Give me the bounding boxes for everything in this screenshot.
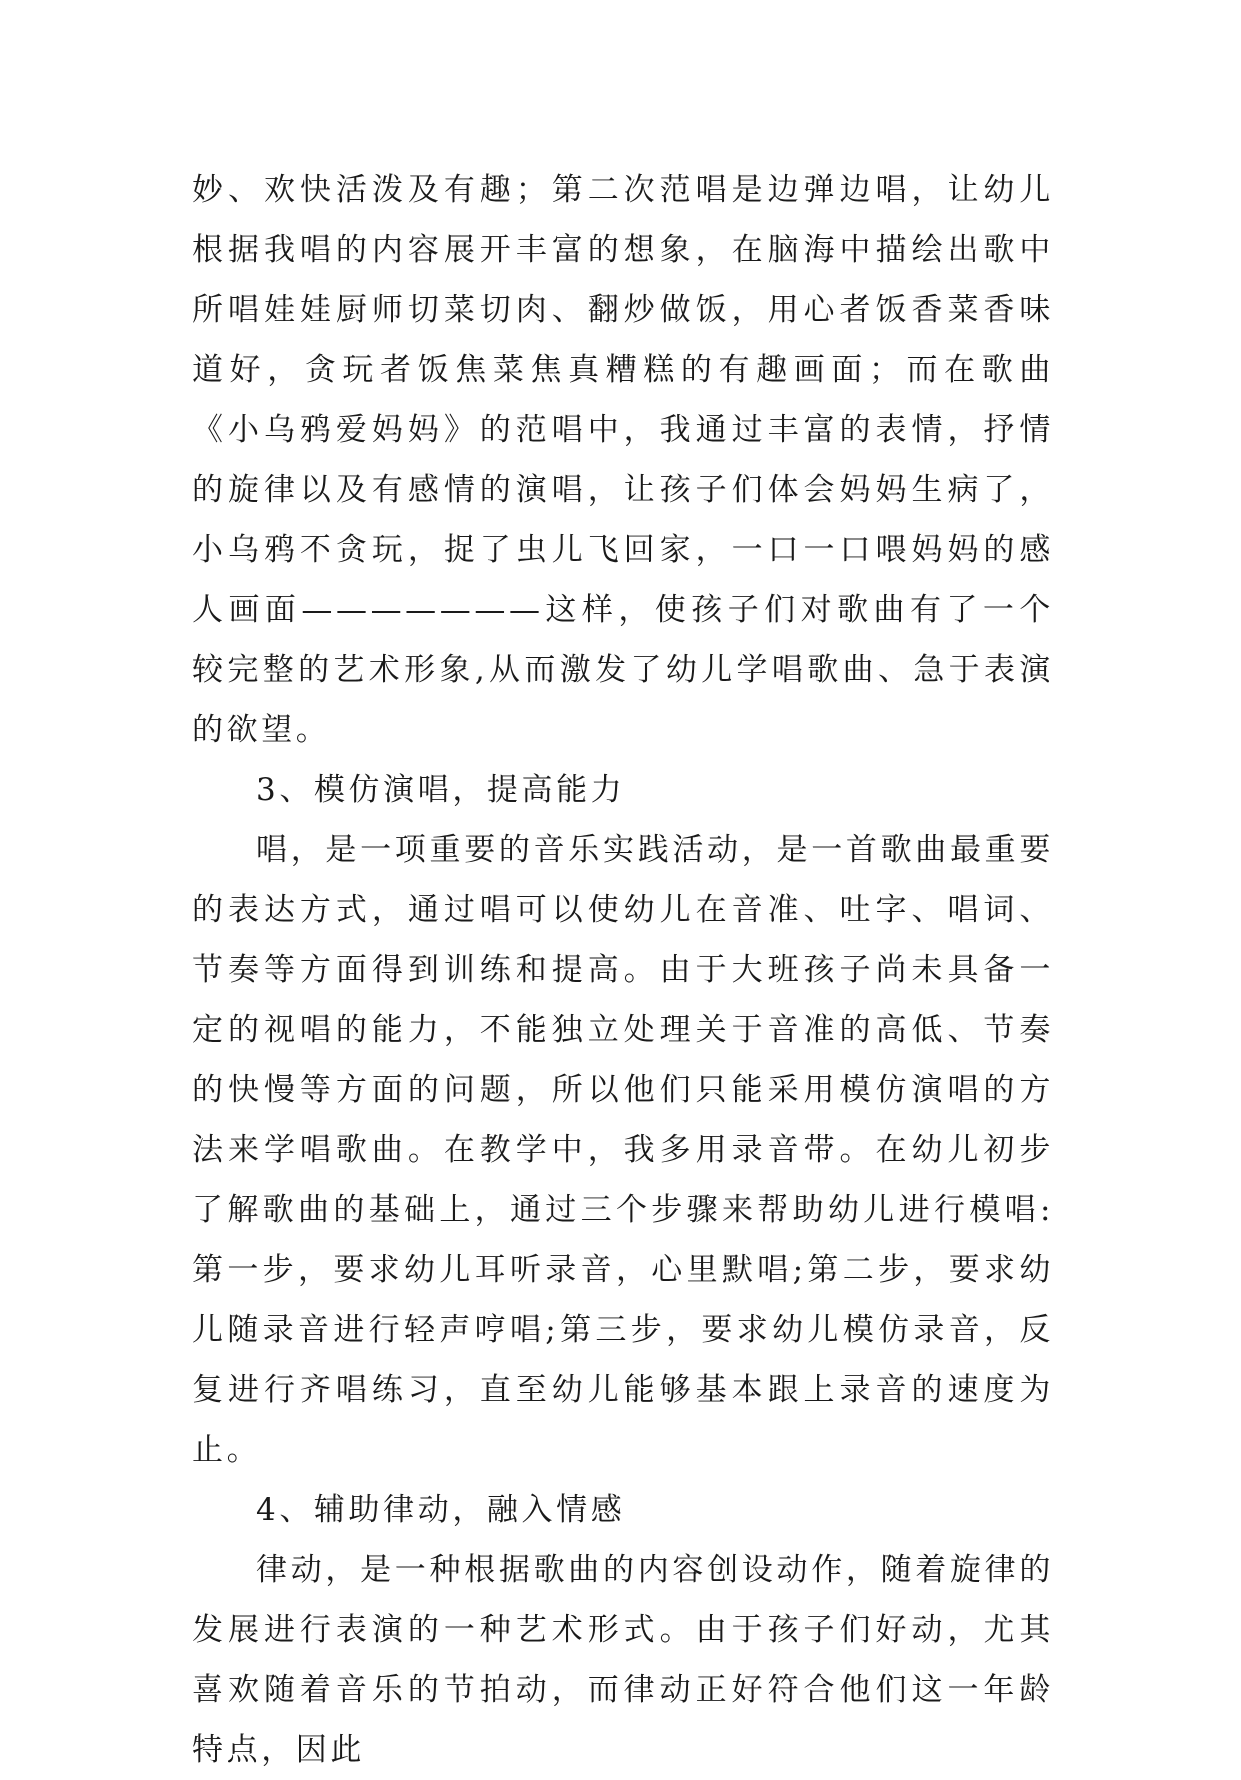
paragraph-continued: 妙、欢快活泼及有趣；第二次范唱是边弹边唱，让幼儿根据我唱的内容展开丰富的想象，在脑海中描绘出歌中所唱娃娃厨师切菜切肉、翻炒做饭，用心者饭香菜香味道好，贪玩者饭焦菜焦真糟糕的有趣画面；而在歌曲《小乌鸦爱妈妈》的范唱中，我通过丰富的表情，抒情的旋律以及有感情的演唱，让孩子们体会妈妈生病了，小乌鸦不贪玩，捉了虫儿飞回家，一口一口喂妈妈的感人画面———————这样，使孩子们对歌曲有了一个较完整的艺术形象,从而激发了幼儿学唱歌曲、急于表演的欲望。 (192, 172, 1054, 748)
paragraph-rhythm: 律动，是一种根据歌曲的内容创设动作，随着旋律的发展进行表演的一种艺术形式。由于孩子们好动，尤其喜欢随着音乐的节拍动，而律动正好符合他们这一年龄特点，因此 (192, 1552, 1054, 1768)
section-heading-3: 3、模仿演唱，提高能力 (256, 772, 626, 808)
document-body (192, 160, 1054, 1780)
section-heading-4: 4、辅助律动，融入情感 (256, 1492, 626, 1528)
paragraph-singing: 唱，是一项重要的音乐实践活动，是一首歌曲最重要的表达方式，通过唱可以使幼儿在音准、吐字、唱词、节奏等方面得到训练和提高。由于大班孩子尚未具备一定的视唱的能力，不能独立处理关于音准的高低、节奏的快慢等方面的问题，所以他们只能采用模仿演唱的方法来学唱歌曲。在教学中，我多用录音带。在幼儿初步了解歌曲的基础上，通过三个步骤来帮助幼儿进行模唱:第一步，要求幼儿耳听录音，心里默唱;第二步，要求幼儿随录音进行轻声哼唱;第三步，要求幼儿模仿录音，反复进行齐唱练习，直至幼儿能够基本跟上录音的速度为止。 (192, 832, 1054, 1468)
